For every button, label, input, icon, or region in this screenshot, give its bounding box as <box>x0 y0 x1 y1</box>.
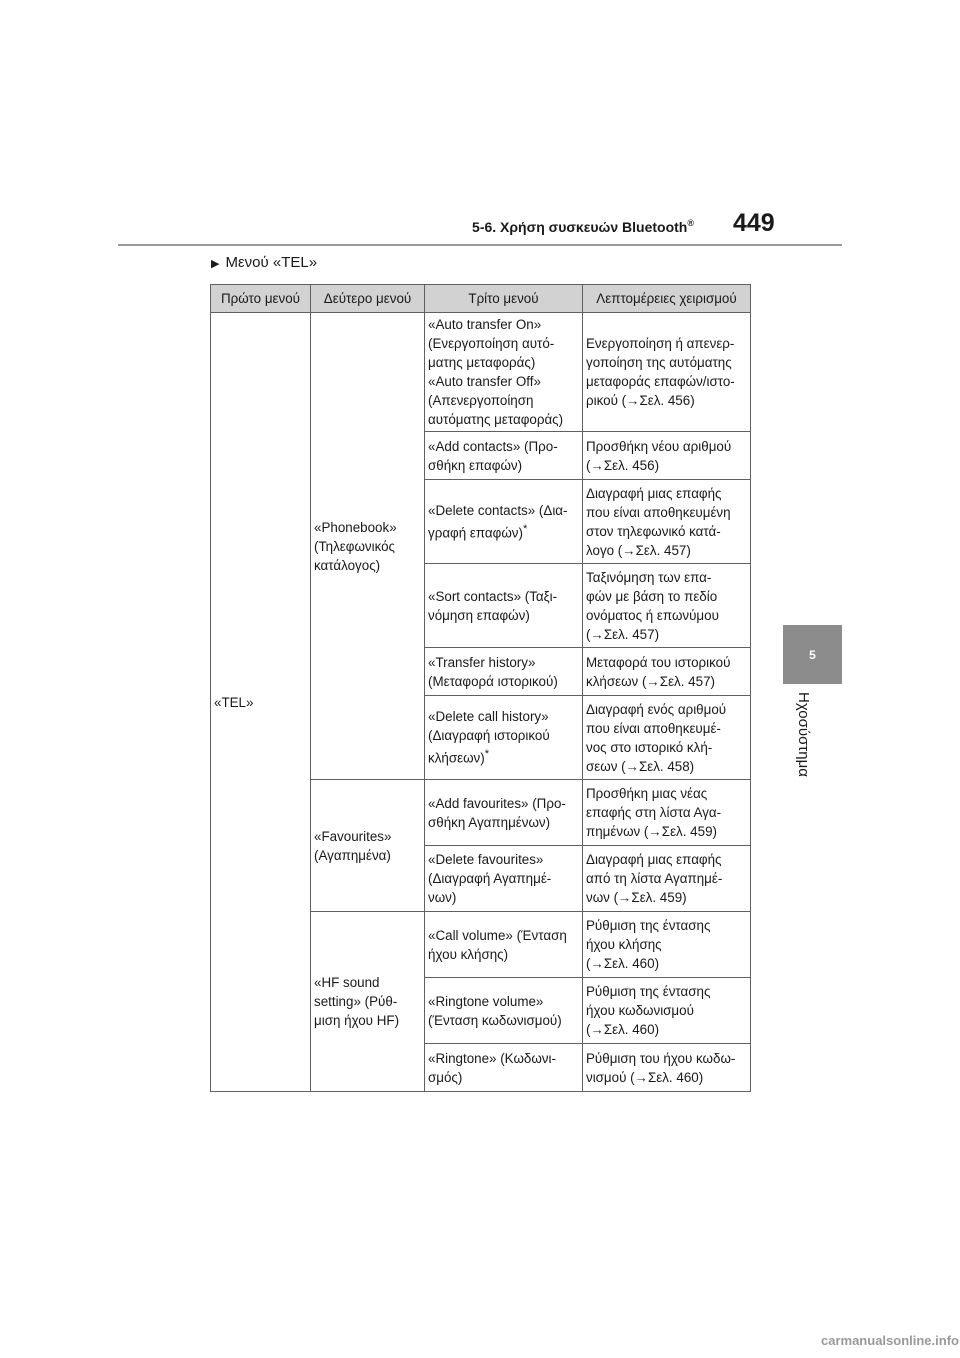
section-title: 5-6. Χρήση συσκευών Bluetooth® <box>472 218 694 235</box>
third-menu-cell <box>425 648 583 696</box>
third-menu-cell <box>425 696 583 780</box>
third-menu-cell <box>425 480 583 564</box>
third-menu-cell <box>425 432 583 480</box>
footnote-asterisk: * <box>522 522 528 535</box>
header-first-menu: Πρώτο μενού <box>211 285 311 313</box>
operation-detail-cell: Προσθήκη μιας νέας επαφής στη λίστα Αγα- πημένων (→Σελ. 459) <box>583 780 751 846</box>
menu-heading <box>211 254 317 271</box>
first-menu-cell: «TEL» <box>211 313 311 1092</box>
third-menu-cell <box>425 978 583 1044</box>
footnote-asterisk: * <box>484 748 490 761</box>
third-menu-text: «Call volume» (Ένταση ήχου κλήσης) <box>428 927 567 962</box>
header-second-menu: Δεύτερο μενού <box>311 285 425 313</box>
third-menu-text: «Delete contacts» (Δια- γραφή επαφών) <box>428 502 568 541</box>
operation-detail-cell: Ρύθμιση της έντασης ήχου κλήσης (→Σελ. 460) <box>583 912 751 978</box>
third-menu-text: «Sort contacts» (Ταξι- νόμηση επαφών) <box>428 588 558 623</box>
operation-detail-cell: Διαγραφή μιας επαφής που είναι αποθηκευμένη στον τηλεφωνικό κατά- λογο (→Σελ. 457) <box>583 480 751 564</box>
third-menu-cell <box>425 912 583 978</box>
operation-detail-cell: Ενεργοποίηση ή απενερ- γοποίηση της αυτόματης μεταφοράς επαφών/ιστο- ρικού (→Σελ. 456) <box>583 313 751 432</box>
third-menu-text: «Transfer history» (Μεταφορά ιστορικού) <box>428 654 558 689</box>
third-menu-cell <box>425 846 583 912</box>
third-menu-cell <box>425 780 583 846</box>
table-body <box>211 313 751 1092</box>
third-menu-cell <box>425 1044 583 1092</box>
third-menu-text: «Add contacts» (Προ- σθήκη επαφών) <box>428 438 558 473</box>
operation-detail-cell: Μεταφορά του ιστορικού κλήσεων (→Σελ. 457) <box>583 648 751 696</box>
operation-detail-cell: Ταξινόμηση των επα- φών με βάση το πεδίο ονόματος ή επωνύμου (→Σελ. 457) <box>583 564 751 648</box>
operation-detail-cell: Ρύθμιση του ήχου κωδω- νισμού (→Σελ. 460) <box>583 1044 751 1092</box>
operation-detail-cell: Διαγραφή μιας επαφής από τη λίστα Αγαπημέ- νων (→Σελ. 459) <box>583 846 751 912</box>
third-menu-text: «Add favourites» (Προ- σθήκη Αγαπημένων) <box>428 795 566 830</box>
triangle-bullet-icon: ▶ <box>211 258 220 270</box>
header-third-menu: Τρίτο μενού <box>425 285 583 313</box>
third-menu-cell <box>425 313 583 432</box>
operation-detail-cell: Διαγραφή ενός αριθμού που είναι αποθηκευμέ- νος στο ιστορικό κλή- σεων (→Σελ. 458) <box>583 696 751 780</box>
page-number: 449 <box>733 209 775 237</box>
operation-detail-cell: Προσθήκη νέου αριθμού (→Σελ. 456) <box>583 432 751 480</box>
third-menu-text: «Ringtone volume» (Ένταση κωδωνισμού) <box>428 993 562 1028</box>
chapter-title: Ηχοσύστημα <box>795 692 812 777</box>
third-menu-text: «Delete call history» (Διαγραφή ιστορικού κλήσεων) <box>428 709 550 766</box>
second-menu-cell: «Favourites» (Αγαπημένα) <box>311 780 425 912</box>
header-details: Λεπτομέρειες χειρισμού <box>583 285 751 313</box>
table-row <box>211 313 751 432</box>
menu-table <box>210 284 751 1092</box>
third-menu-cell <box>425 564 583 648</box>
third-menu-text: «Ringtone» (Κωδωνι- σμός) <box>428 1050 556 1085</box>
registered-mark: ® <box>687 218 694 228</box>
watermark: carmanualsonline.info <box>821 1333 959 1348</box>
menu-heading-text: Μενού «TEL» <box>225 254 318 271</box>
operation-detail-cell: Ρύθμιση της έντασης ήχου κωδωνισμού (→Σελ. 460) <box>583 978 751 1044</box>
second-menu-cell: «HF sound setting» (Ρύθ- μιση ήχου HF) <box>311 912 425 1092</box>
chapter-tab: 5 <box>783 625 842 684</box>
second-menu-cell: «Phonebook» (Τηλεφωνικός κατάλογος) <box>311 313 425 780</box>
third-menu-text: «Delete favourites» (Διαγραφή Αγαπημέ- νων) <box>428 852 552 905</box>
table-header-row <box>211 285 751 313</box>
third-menu-text: «Auto transfer On» (Ενεργοποίηση αυτό- ματης μεταφοράς) «Auto transfer Off» (Απενεργοποίηση αυτόματης μεταφοράς) <box>428 317 564 427</box>
header-divider <box>118 244 842 246</box>
